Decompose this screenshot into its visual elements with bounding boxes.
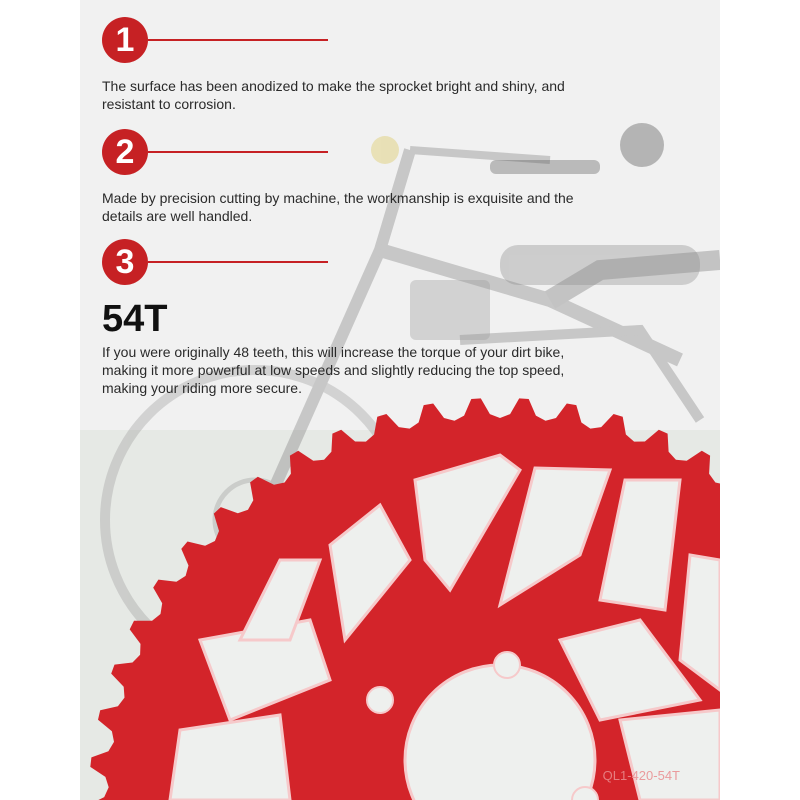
sprocket-bolt-hole-1 <box>367 687 393 713</box>
sprocket-engraving: QL1-420-54T <box>602 768 680 783</box>
sprocket-cutout-9 <box>170 715 290 800</box>
feature-2 <box>102 129 592 225</box>
tooth-count-headline: 54T <box>102 298 168 340</box>
number-badge-2: 2 <box>102 129 148 175</box>
number-badge-3: 3 <box>102 239 148 285</box>
feature-3-description: If you were originally 48 teeth, this will increase the torque of your dirt bike, making it more powerful at low speeds and slightly reducing the top speed, making your riding more secure. <box>102 344 565 396</box>
feature-3 <box>102 239 592 397</box>
sprocket-bolt-hole-0 <box>494 652 520 678</box>
divider-line <box>148 151 328 153</box>
feature-1 <box>102 17 592 113</box>
feature-1-description: The surface has been anodized to make the sprocket bright and shiny, and resistant to corrosion. <box>102 78 565 112</box>
divider-line <box>148 261 328 263</box>
number-badge-1: 1 <box>102 17 148 63</box>
feature-2-description: Made by precision cutting by machine, the workmanship is exquisite and the details are well handled. <box>102 190 574 224</box>
product-image <box>80 0 720 800</box>
red-sprocket <box>80 0 720 800</box>
divider-line <box>148 39 328 41</box>
